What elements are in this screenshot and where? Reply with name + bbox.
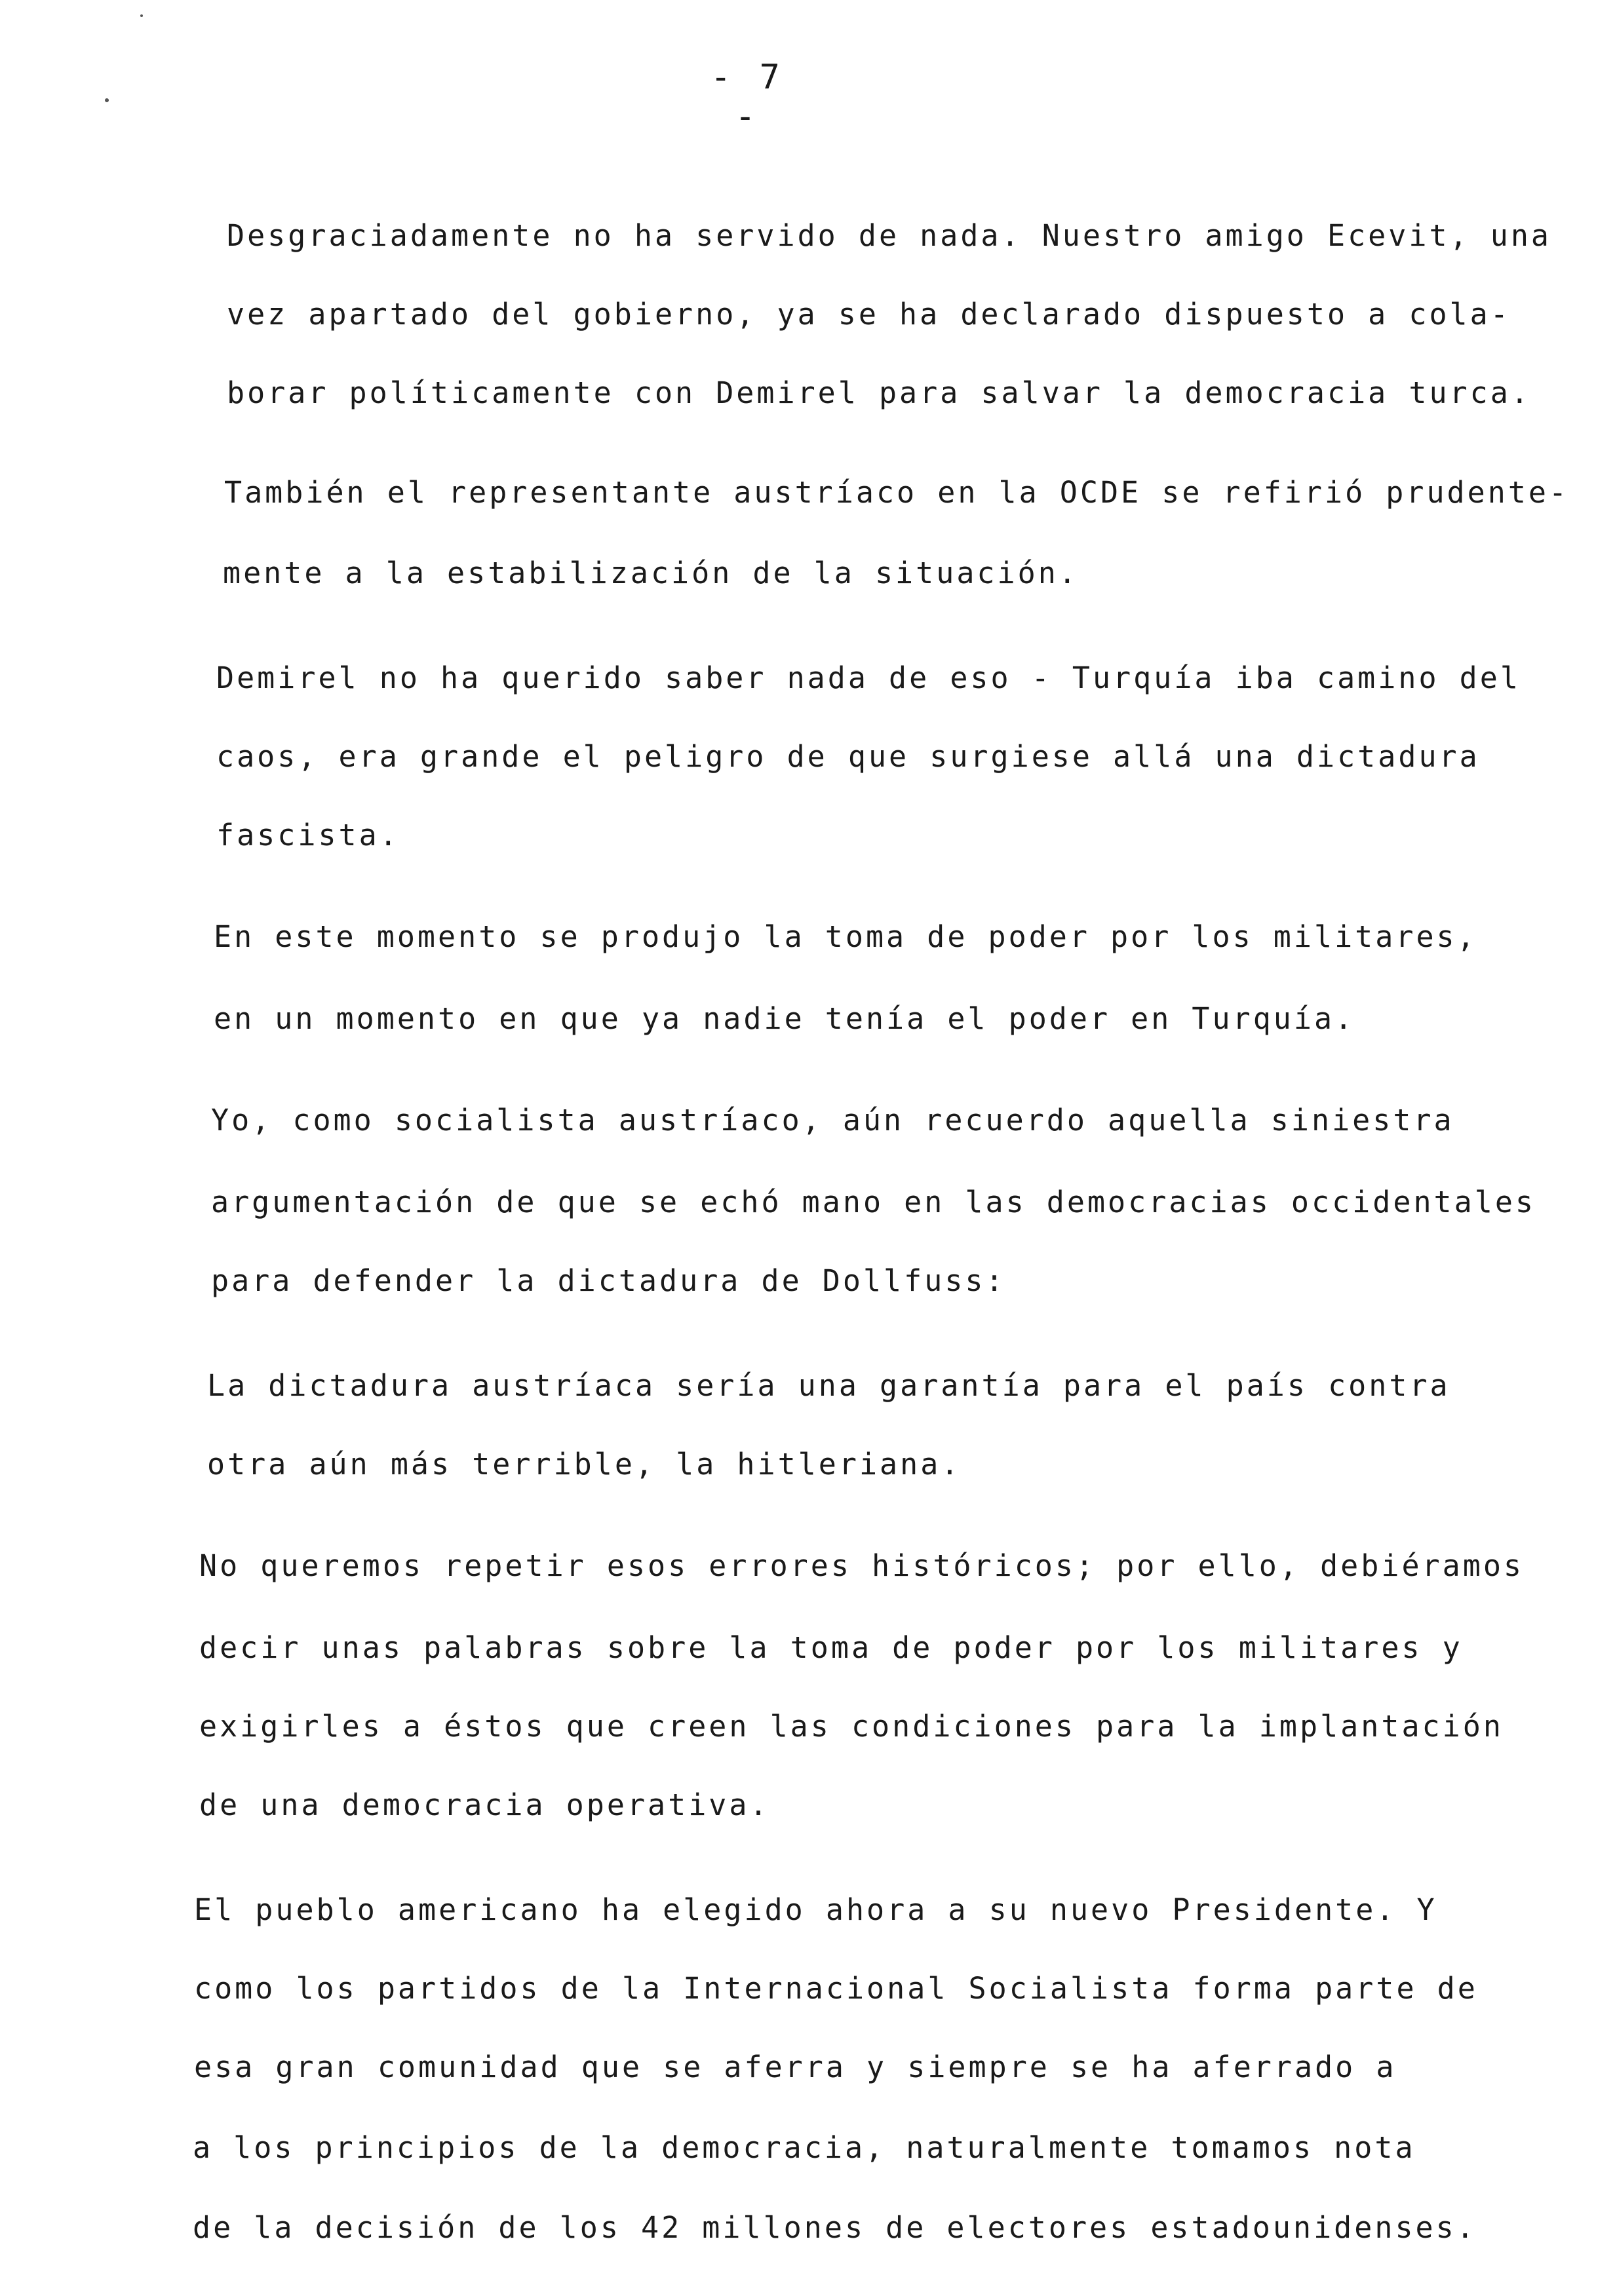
text-line: Desgraciadamente no ha servido de nada. Nuestro amigo Ecevit, una (227, 218, 1551, 253)
text-line: exigirles a éstos que creen las condiciones para la implantación (199, 1709, 1504, 1744)
text-line: No queremos repetir esos errores históricos; por ello, debiéramos (199, 1548, 1524, 1583)
page-number: - 7 - (710, 58, 784, 136)
text-line: de una democracia operativa. (199, 1788, 770, 1822)
text-line: para defender la dictadura de Dollfuss: (211, 1263, 1006, 1298)
text-line: caos, era grande el peligro de que surgiese allá una dictadura (216, 739, 1480, 774)
text-line: La dictadura austríaca sería una garantía para el país contra (207, 1368, 1450, 1403)
text-line: de la decisión de los 42 millones de electores estadounidenses. (193, 2210, 1477, 2245)
text-line: en un momento en que ya nadie tenía el poder en Turquía. (214, 1001, 1355, 1036)
text-line: fascista. (216, 818, 400, 852)
text-line: esa gran comunidad que se aferra y siempre se ha aferrado a (194, 2050, 1397, 2084)
text-line: a los principios de la democracia, naturalmente tomamos nota (193, 2130, 1416, 2165)
text-line: borar políticamente con Demirel para salvar la democracia turca. (227, 375, 1531, 410)
text-line: mente a la estabilización de la situación. (223, 556, 1079, 590)
text-line: otra aún más terrible, la hitleriana. (207, 1447, 962, 1482)
text-line: El pueblo americano ha elegido ahora a su nuevo Presidente. Y (194, 1892, 1437, 1927)
text-line: En este momento se produjo la toma de poder por los militares, (214, 919, 1477, 954)
text-line: vez apartado del gobierno, ya se ha declarado dispuesto a cola- (227, 297, 1511, 332)
text-line: Demirel no ha querido saber nada de eso - Turquía iba camino del (216, 660, 1521, 695)
text-line: argumentación de que se echó mano en las democracias occidentales (211, 1185, 1536, 1219)
text-line: decir unas palabras sobre la toma de poder por los militares y (199, 1630, 1463, 1665)
text-line: como los partidos de la Internacional Socialista forma parte de (194, 1971, 1478, 2006)
text-line: También el representante austríaco en la OCDE se refirió prudente- (224, 475, 1570, 510)
text-line: Yo, como socialista austríaco, aún recuerdo aquella siniestra (211, 1103, 1454, 1138)
